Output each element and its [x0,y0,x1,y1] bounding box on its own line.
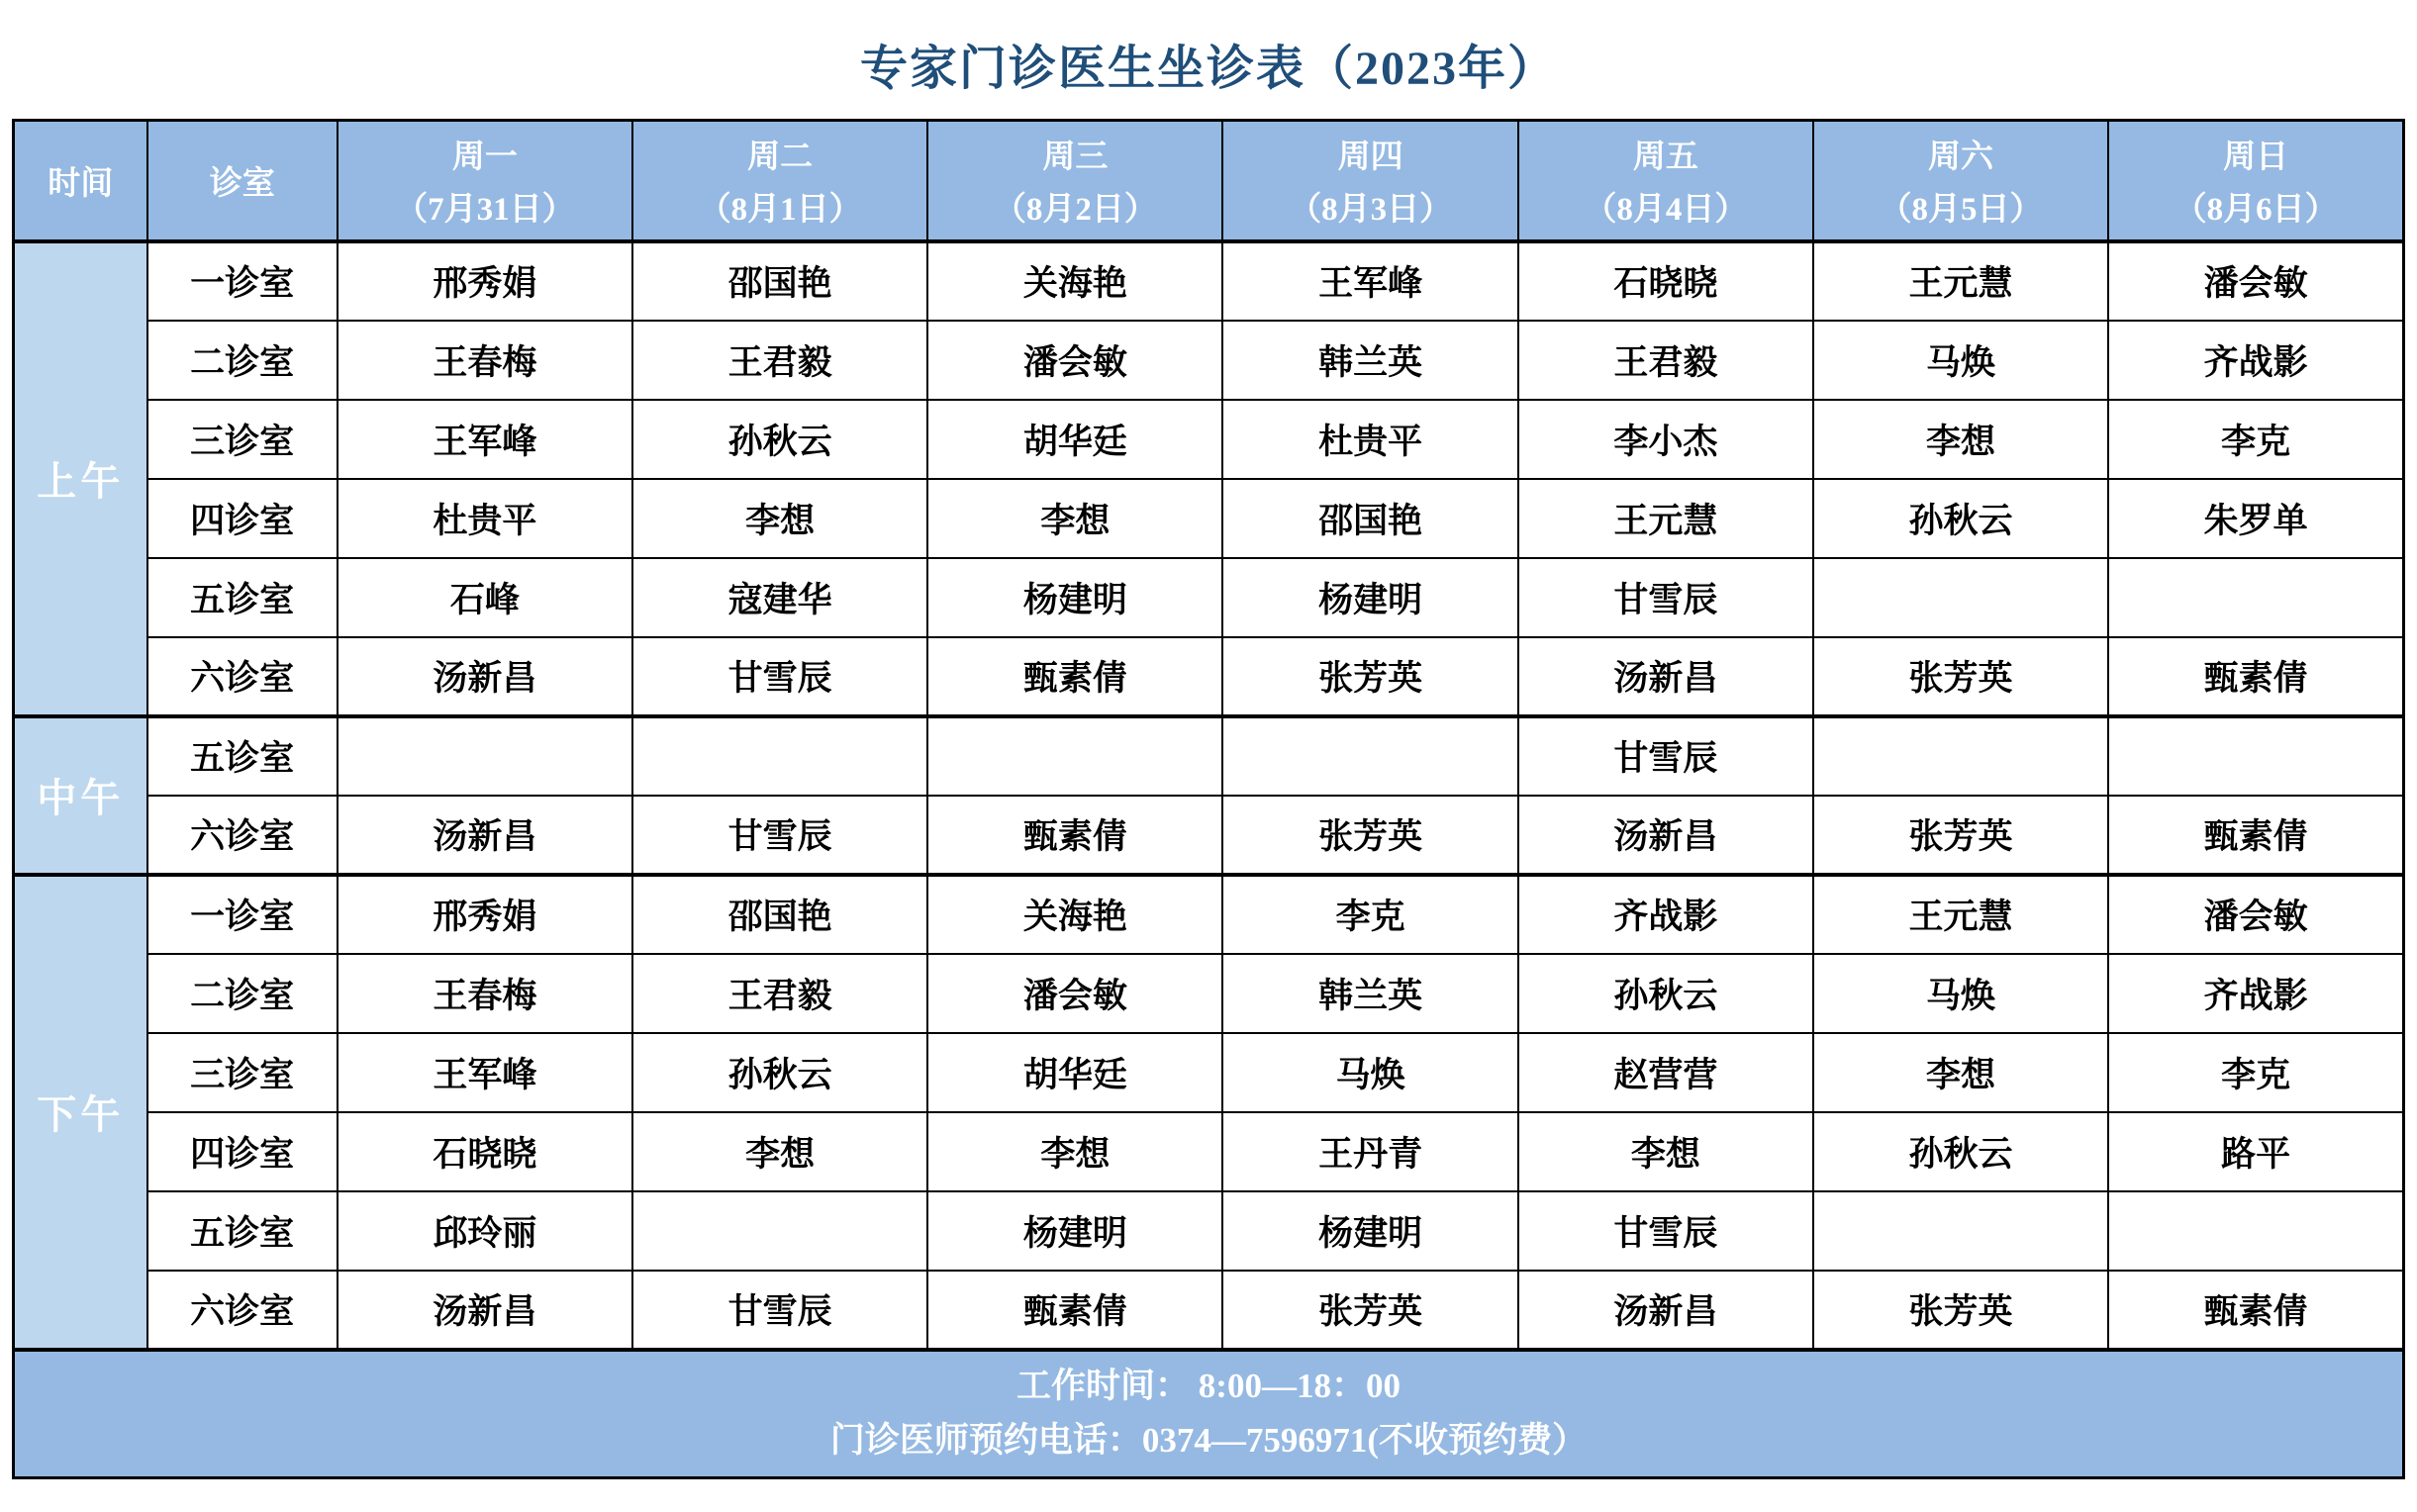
schedule-cell: 李克 [2108,1033,2403,1112]
header-sun [2108,121,2403,241]
header-sun-date: （8月6日） [2174,192,2338,229]
header-tue-day: 周二 [747,140,814,176]
schedule-cell: 齐战影 [2108,954,2403,1033]
schedule-cell [927,716,1222,796]
schedule-cell: 邵国艳 [1222,479,1517,558]
schedule-cell [1813,1191,2108,1271]
table-row [14,400,2404,479]
header-thu-day: 周四 [1337,140,1403,176]
schedule-cell: 甘雪辰 [1518,558,1813,637]
room-label: 二诊室 [147,954,338,1033]
room-label: 四诊室 [147,479,338,558]
schedule-cell: 邢秀娟 [338,241,632,321]
schedule-cell: 孙秋云 [1518,954,1813,1033]
schedule-cell: 韩兰英 [1222,954,1517,1033]
table-row [14,1033,2404,1112]
schedule-cell: 王春梅 [338,321,632,400]
schedule-cell: 关海艳 [927,875,1222,954]
schedule-cell: 甄素倩 [927,796,1222,875]
schedule-cell: 李想 [1813,400,2108,479]
schedule-cell: 胡华廷 [927,1033,1222,1112]
room-label: 五诊室 [147,1191,338,1271]
header-mon [338,121,632,241]
schedule-cell: 潘会敏 [2108,875,2403,954]
header-wed-date: （8月2日） [993,192,1157,229]
schedule-cell: 张芳英 [1813,796,2108,875]
schedule-cell: 石晓晓 [1518,241,1813,321]
schedule-cell: 赵营营 [1518,1033,1813,1112]
room-label: 六诊室 [147,1271,338,1350]
footer-note [14,1350,2404,1478]
table-row [14,479,2404,558]
schedule-cell: 邢秀娟 [338,875,632,954]
schedule-cell: 甘雪辰 [632,796,927,875]
schedule-cell [2108,558,2403,637]
schedule-cell: 李想 [927,1112,1222,1191]
schedule-cell: 甄素倩 [2108,637,2403,716]
header-tue [632,121,927,241]
schedule-cell: 张芳英 [1222,637,1517,716]
schedule-cell: 李克 [1222,875,1517,954]
schedule-cell: 王元慧 [1518,479,1813,558]
booking-phone-text: 门诊医师预约电话：0374—7596971(不收预约费） [829,1420,1588,1460]
schedule-cell: 寇建华 [632,558,927,637]
working-hours-text: 工作时间： 8:00—18：00 [1016,1367,1401,1406]
table-row [14,716,2404,796]
schedule-cell: 孙秋云 [1813,1112,2108,1191]
room-label: 二诊室 [147,321,338,400]
schedule-cell: 甘雪辰 [1518,716,1813,796]
schedule-cell: 甄素倩 [2108,796,2403,875]
schedule-cell: 王春梅 [338,954,632,1033]
schedule-cell: 杜贵平 [338,479,632,558]
schedule-cell: 李想 [632,479,927,558]
header-thu [1222,121,1517,241]
schedule-cell: 韩兰英 [1222,321,1517,400]
schedule-cell: 杨建明 [927,1191,1222,1271]
room-label: 五诊室 [147,558,338,637]
header-room: 诊室 [147,121,338,241]
header-mon-date: （7月31日） [395,192,575,229]
room-label: 三诊室 [147,400,338,479]
schedule-cell: 潘会敏 [927,321,1222,400]
schedule-cell: 潘会敏 [927,954,1222,1033]
schedule-cell: 张芳英 [1813,637,2108,716]
time-label-morning: 上午 [14,241,147,716]
table-row [14,321,2404,400]
room-label: 一诊室 [147,241,338,321]
schedule-cell: 齐战影 [2108,321,2403,400]
header-fri-day: 周五 [1632,140,1698,176]
table-row [14,875,2404,954]
schedule-cell: 王君毅 [632,954,927,1033]
schedule-cell: 汤新昌 [338,796,632,875]
schedule-cell: 甘雪辰 [632,1271,927,1350]
schedule-cell [338,716,632,796]
schedule-cell: 甘雪辰 [1518,1191,1813,1271]
table-row [14,954,2404,1033]
schedule-cell: 汤新昌 [338,637,632,716]
schedule-cell: 孙秋云 [632,400,927,479]
room-label: 三诊室 [147,1033,338,1112]
schedule-cell: 甄素倩 [927,1271,1222,1350]
schedule-cell: 潘会敏 [2108,241,2403,321]
schedule-cell: 李想 [927,479,1222,558]
schedule-cell: 李小杰 [1518,400,1813,479]
schedule-cell: 王军峰 [338,400,632,479]
header-sat [1813,121,2108,241]
header-row [14,121,2404,241]
schedule-cell [1813,558,2108,637]
schedule-cell: 邵国艳 [632,875,927,954]
schedule-cell: 汤新昌 [1518,796,1813,875]
schedule-cell: 路平 [2108,1112,2403,1191]
schedule-cell: 马焕 [1813,954,2108,1033]
header-sat-day: 周六 [1928,140,1994,176]
schedule-cell: 杜贵平 [1222,400,1517,479]
schedule-cell: 李想 [1518,1112,1813,1191]
schedule-cell: 杨建明 [1222,1191,1517,1271]
schedule-cell: 汤新昌 [1518,637,1813,716]
schedule-cell: 甘雪辰 [632,637,927,716]
schedule-cell: 王君毅 [1518,321,1813,400]
schedule-cell: 张芳英 [1222,796,1517,875]
header-wed [927,121,1222,241]
header-time: 时间 [14,121,147,241]
time-label-afternoon: 下午 [14,875,147,1350]
schedule-cell: 王军峰 [338,1033,632,1112]
room-label: 六诊室 [147,637,338,716]
header-tue-date: （8月1日） [698,192,862,229]
schedule-cell: 邱玲丽 [338,1191,632,1271]
schedule-cell: 杨建明 [1222,558,1517,637]
schedule-cell [1222,716,1517,796]
schedule-cell: 王丹青 [1222,1112,1517,1191]
schedule-cell: 甄素倩 [2108,1271,2403,1350]
room-label: 一诊室 [147,875,338,954]
time-label-noon: 中午 [14,716,147,875]
header-wed-day: 周三 [1042,140,1109,176]
schedule-cell: 石晓晓 [338,1112,632,1191]
schedule-table [12,119,2405,1479]
schedule-cell: 张芳英 [1222,1271,1517,1350]
table-row [14,1112,2404,1191]
table-row [14,1191,2404,1271]
table-row [14,637,2404,716]
schedule-sheet [12,0,2405,1479]
schedule-cell: 孙秋云 [1813,479,2108,558]
table-row [14,558,2404,637]
table-row [14,796,2404,875]
schedule-cell: 汤新昌 [1518,1271,1813,1350]
schedule-cell: 杨建明 [927,558,1222,637]
schedule-cell: 马焕 [1813,321,2108,400]
room-label: 五诊室 [147,716,338,796]
schedule-cell: 马焕 [1222,1033,1517,1112]
page-title: 专家门诊医生坐诊表（2023年） [859,42,1557,95]
schedule-cell: 李克 [2108,400,2403,479]
header-fri [1518,121,1813,241]
schedule-cell: 张芳英 [1813,1271,2108,1350]
schedule-cell: 胡华廷 [927,400,1222,479]
schedule-cell: 李想 [632,1112,927,1191]
schedule-cell: 王元慧 [1813,875,2108,954]
schedule-cell: 王军峰 [1222,241,1517,321]
schedule-cell: 汤新昌 [338,1271,632,1350]
header-fri-date: （8月4日） [1584,192,1748,229]
schedule-cell [632,1191,927,1271]
schedule-cell [632,716,927,796]
schedule-cell: 朱罗单 [2108,479,2403,558]
schedule-cell: 齐战影 [1518,875,1813,954]
schedule-cell: 甄素倩 [927,637,1222,716]
schedule-cell: 王君毅 [632,321,927,400]
schedule-cell: 孙秋云 [632,1033,927,1112]
header-sun-day: 周日 [2223,140,2289,176]
schedule-cell: 邵国艳 [632,241,927,321]
table-row [14,241,2404,321]
footer-row [14,1350,2404,1478]
header-mon-day: 周一 [451,140,518,176]
schedule-cell: 王元慧 [1813,241,2108,321]
schedule-cell: 关海艳 [927,241,1222,321]
schedule-cell: 李想 [1813,1033,2108,1112]
room-label: 六诊室 [147,796,338,875]
schedule-cell: 石峰 [338,558,632,637]
header-sat-date: （8月5日） [1879,192,2043,229]
table-row [14,1271,2404,1350]
schedule-cell [2108,716,2403,796]
header-thu-date: （8月3日） [1289,192,1453,229]
schedule-cell [2108,1191,2403,1271]
schedule-cell [1813,716,2108,796]
room-label: 四诊室 [147,1112,338,1191]
